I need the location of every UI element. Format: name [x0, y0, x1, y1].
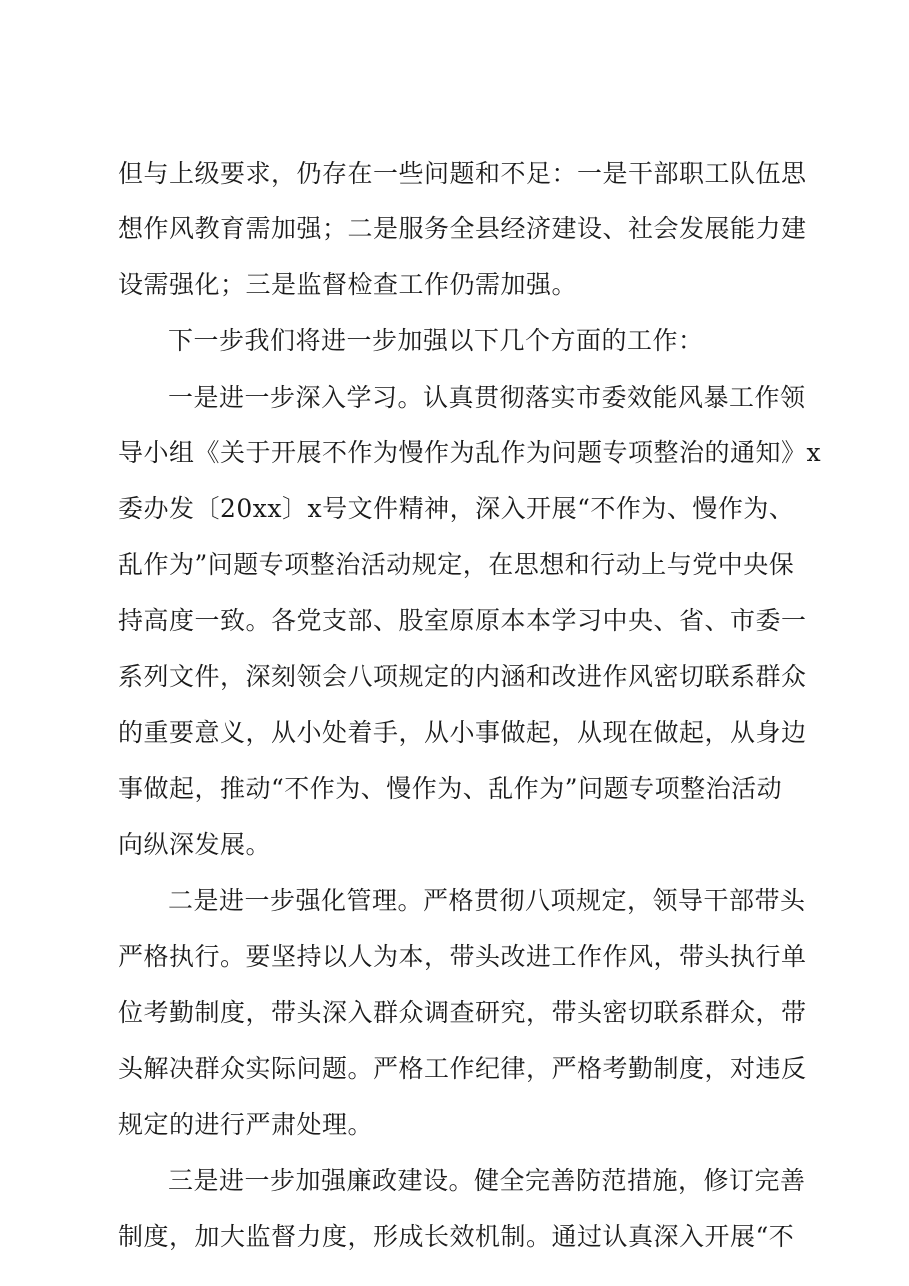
text-line: 设需强化；三是监督检查工作仍需加强。: [118, 270, 578, 299]
text-line: 向纵深发展。: [118, 830, 272, 859]
text-line: 持高度一致。各党支部、股室原原本本学习中央、省、市委一: [118, 606, 807, 635]
text-line: 委办发〔20xx〕x号文件精神，深入开展“不作为、慢作为、: [118, 494, 795, 523]
text-line: 导小组《关于开展不作为慢作为乱作为问题专项整治的通知》x: [118, 438, 822, 467]
text-line: 头解决群众实际问题。严格工作纪律，严格考勤制度，对违反: [118, 1054, 807, 1083]
paragraph-first-line: 一是进一步深入学习。认真贯彻落实市委效能风暴工作领: [168, 383, 806, 412]
paragraph-first-line: 三是进一步加强廉政建设。健全完善防范措施，修订完善: [168, 1166, 806, 1195]
text-line: 事做起，推动“不作为、慢作为、乱作为”问题专项整治活动: [118, 774, 783, 803]
text-line: 严格执行。要坚持以人为本，带头改进工作作风，带头执行单: [118, 942, 807, 971]
text-line: 乱作为”问题专项整治活动规定，在思想和行动上与党中央保: [118, 550, 795, 579]
text-line: 的重要意义，从小处着手，从小事做起，从现在做起，从身边: [118, 718, 807, 747]
text-line: 位考勤制度，带头深入群众调查研究，带头密切联系群众，带: [118, 998, 807, 1027]
text-line: 系列文件，深刻领会八项规定的内涵和改进作风密切联系群众: [118, 662, 807, 691]
paragraph-first-line: 下一步我们将进一步加强以下几个方面的工作：: [168, 326, 704, 355]
text-line: 规定的进行严肃处理。: [118, 1110, 374, 1139]
paragraph-first-line: 二是进一步强化管理。严格贯彻八项规定，领导干部带头: [168, 886, 806, 915]
text-line: 想作风教育需加强；二是服务全县经济建设、社会发展能力建: [118, 214, 807, 243]
text-line: 但与上级要求，仍存在一些问题和不足：一是干部职工队伍思: [118, 159, 807, 188]
text-line: 制度，加大监督力度，形成长效机制。通过认真深入开展“不: [118, 1222, 795, 1251]
